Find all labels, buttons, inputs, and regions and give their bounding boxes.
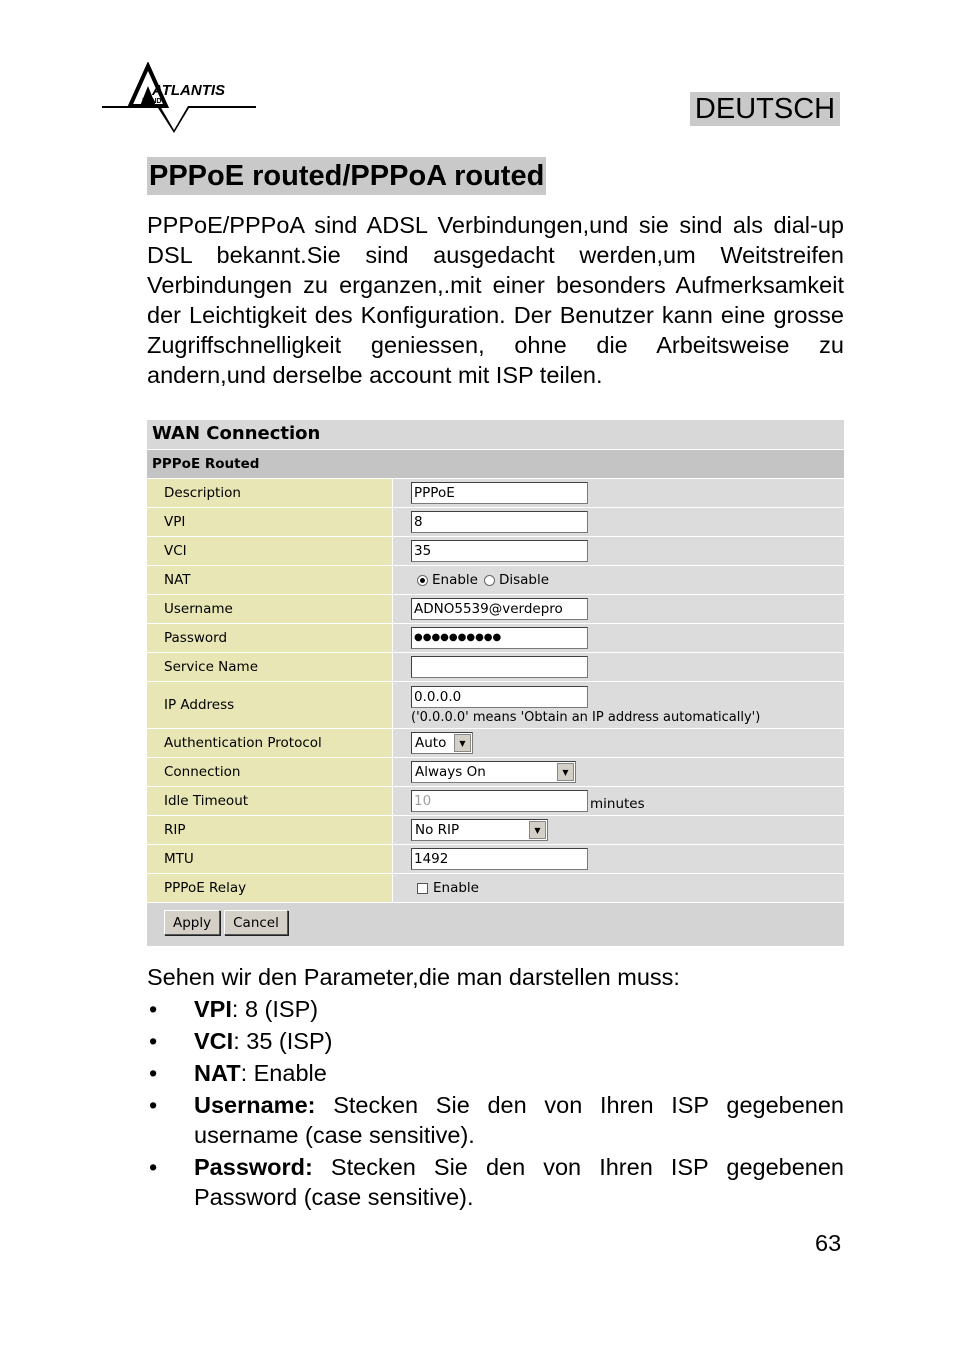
mtu-label: MTU	[147, 845, 393, 873]
section-title: PPPoE routed/PPPoA routed	[147, 157, 546, 195]
description-input[interactable]: PPPoE	[411, 482, 588, 504]
ip-address-row	[147, 682, 844, 729]
bullet: •	[149, 1092, 158, 1118]
bullet: •	[149, 1060, 158, 1086]
connection-select[interactable]	[411, 761, 576, 783]
connection-row	[147, 758, 844, 787]
vci-row	[147, 537, 844, 566]
description-label: Description	[147, 479, 393, 507]
nat-label: NAT	[147, 566, 393, 594]
param-term: VPI	[194, 996, 232, 1022]
nat-row	[147, 566, 844, 595]
svg-text:ATLANTIS: ATLANTIS	[152, 82, 226, 99]
pppoe-relay-checkbox[interactable]	[417, 883, 428, 894]
bullet: •	[149, 1154, 158, 1180]
bullet: •	[149, 996, 158, 1022]
auth-protocol-row	[147, 729, 844, 758]
vci-input[interactable]: 35	[411, 540, 588, 562]
username-label: Username	[147, 595, 393, 623]
nat-disable-label: Disable	[498, 572, 550, 588]
pppoe-routed-subtitle: PPPoE Routed	[147, 450, 844, 479]
auth-protocol-select[interactable]	[411, 732, 473, 754]
params-list	[147, 994, 844, 1214]
ip-address-input[interactable]: 0.0.0.0	[411, 686, 588, 708]
rip-row	[147, 816, 844, 845]
connection-value: Always On	[415, 764, 486, 780]
mtu-row	[147, 845, 844, 874]
chevron-down-icon: ▼	[529, 821, 546, 839]
rip-value: No RIP	[415, 822, 460, 838]
button-bar	[147, 899, 844, 946]
wan-connection-screenshot	[147, 420, 844, 946]
service-name-label: Service Name	[147, 653, 393, 681]
idle-timeout-label: Idle Timeout	[147, 787, 393, 815]
list-item	[147, 1152, 844, 1212]
nat-enable-radio[interactable]	[417, 575, 428, 586]
vpi-input[interactable]: 8	[411, 511, 588, 533]
auth-protocol-value: Auto	[415, 735, 447, 751]
vpi-row	[147, 508, 844, 537]
list-item: • VPI: 8 (ISP)	[149, 996, 319, 1022]
chevron-down-icon: ▼	[557, 763, 574, 781]
list-item: • VCI: 35 (ISP)	[149, 1028, 333, 1054]
apply-button[interactable]: Apply	[164, 910, 220, 935]
auth-protocol-label: Authentication Protocol	[147, 729, 393, 757]
username-row	[147, 595, 844, 624]
username-input[interactable]: ADNO5539@verdepro	[411, 598, 588, 620]
wan-connection-title: WAN Connection	[147, 420, 844, 450]
param-text: Stecken Sie den von Ihren ISP gegebenen username (case sensitive).	[194, 1092, 844, 1148]
ip-address-note: ('0.0.0.0' means 'Obtain an IP address automatically')	[411, 709, 761, 725]
param-text: 8 (ISP)	[244, 996, 319, 1022]
atlantis-logo	[100, 62, 260, 134]
connection-label: Connection	[147, 758, 393, 786]
nat-disable-radio[interactable]	[484, 575, 495, 586]
param-term: Username:	[194, 1092, 316, 1118]
idle-timeout-row	[147, 787, 844, 816]
vpi-label: VPI	[147, 508, 393, 536]
idle-timeout-input[interactable]: 10	[411, 790, 588, 812]
param-text: 35 (ISP)	[246, 1028, 333, 1054]
password-label: Password	[147, 624, 393, 652]
page-number: 63	[815, 1230, 842, 1256]
param-text: Enable	[253, 1060, 327, 1086]
params-intro: Sehen wir den Parameter,die man darstellen muss:	[147, 964, 680, 990]
pppoe-relay-label: PPPoE Relay	[147, 874, 393, 902]
description-row	[147, 479, 844, 508]
idle-timeout-unit: minutes	[590, 796, 645, 812]
ip-address-label: IP Address	[147, 682, 393, 728]
language-label: DEUTSCH	[690, 92, 840, 126]
rip-select[interactable]	[411, 819, 548, 841]
param-text: Stecken Sie den von Ihren ISP gegebenen Password (case sensitive).	[194, 1154, 844, 1210]
chevron-down-icon: ▼	[454, 734, 471, 752]
param-term: Password:	[194, 1154, 313, 1180]
bullet: •	[149, 1028, 158, 1054]
mtu-input[interactable]: 1492	[411, 848, 588, 870]
service-name-row	[147, 653, 844, 682]
intro-paragraph: PPPoE/PPPoA sind ADSL Verbindungen,und sie sind als dial-up DSL bekannt.Sie sind ausgedacht werden,um Weitstreifen Verbindungen zu erganzen,.mit einer besonders Aufmerksamkeit der Leichtigkeit des Konfiguration. Der Benutzer kann eine grosse Zugriffschnelligkeit geniessen, ohne die Arbeitsweise zu andern,und derselbe account mit ISP teilen.	[147, 212, 844, 388]
svg-text:LAND: LAND	[142, 98, 162, 105]
pppoe-relay-option-label: Enable	[433, 880, 479, 896]
list-item: • NAT: Enable	[149, 1060, 327, 1086]
nat-enable-label: Enable	[432, 572, 478, 588]
rip-label: RIP	[147, 816, 393, 844]
password-row	[147, 624, 844, 653]
password-input[interactable]: ●●●●●●●●●●	[411, 627, 588, 649]
list-item	[147, 1090, 844, 1150]
service-name-input[interactable]	[411, 656, 588, 678]
vci-label: VCI	[147, 537, 393, 565]
param-term: VCI	[194, 1028, 234, 1054]
cancel-button[interactable]: Cancel	[224, 910, 288, 935]
param-term: NAT	[194, 1060, 241, 1086]
